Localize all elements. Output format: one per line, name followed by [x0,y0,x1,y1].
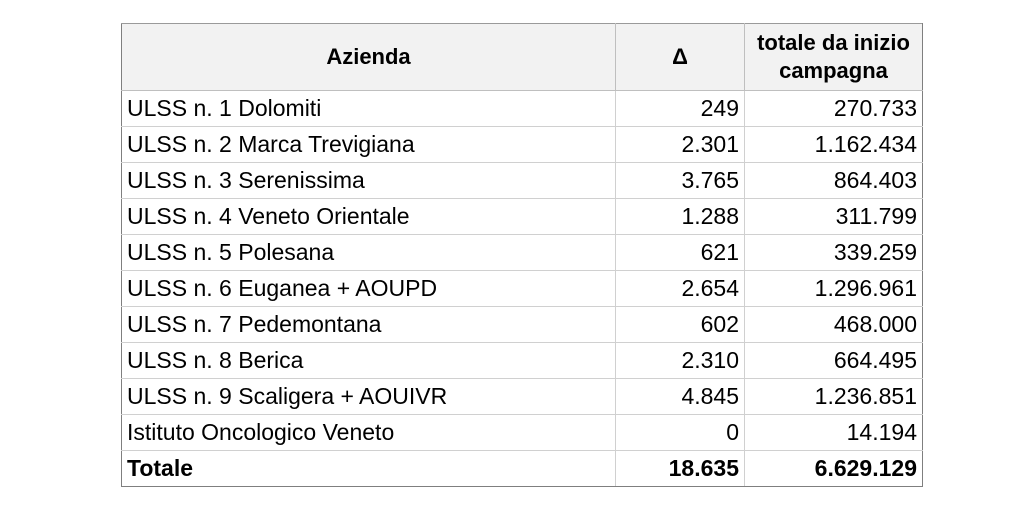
cell-delta: 621 [616,235,745,271]
cell-totale: 14.194 [745,415,923,451]
cell-totale: 339.259 [745,235,923,271]
cell-azienda: ULSS n. 8 Berica [122,343,616,379]
cell-delta: 2.310 [616,343,745,379]
header-row [122,24,923,91]
table-row [122,199,923,235]
total-totale: 6.629.129 [745,451,923,487]
cell-azienda: ULSS n. 9 Scaligera + AOUIVR [122,379,616,415]
cell-delta: 1.288 [616,199,745,235]
cell-delta: 4.845 [616,379,745,415]
cell-azienda: ULSS n. 6 Euganea + AOUPD [122,271,616,307]
header-totale: totale da inizio campagna [745,24,923,91]
table-row [122,127,923,163]
cell-azienda: ULSS n. 3 Serenissima [122,163,616,199]
cell-delta: 249 [616,91,745,127]
total-delta: 18.635 [616,451,745,487]
cell-totale: 1.236.851 [745,379,923,415]
cell-totale: 1.162.434 [745,127,923,163]
cell-totale: 864.403 [745,163,923,199]
cell-totale: 664.495 [745,343,923,379]
table-row [122,307,923,343]
table-row [122,91,923,127]
cell-azienda: ULSS n. 4 Veneto Orientale [122,199,616,235]
cell-delta: 2.654 [616,271,745,307]
cell-delta: 0 [616,415,745,451]
cell-totale: 1.296.961 [745,271,923,307]
header-azienda: Azienda [122,24,616,91]
table-row [122,379,923,415]
cell-delta: 3.765 [616,163,745,199]
cell-azienda: Istituto Oncologico Veneto [122,415,616,451]
header-delta: Δ [616,24,745,91]
cell-totale: 311.799 [745,199,923,235]
table-row [122,163,923,199]
total-label: Totale [122,451,616,487]
cell-azienda: ULSS n. 2 Marca Trevigiana [122,127,616,163]
cell-azienda: ULSS n. 1 Dolomiti [122,91,616,127]
table-row [122,343,923,379]
cell-delta: 2.301 [616,127,745,163]
vaccination-table [121,23,923,487]
table-row [122,271,923,307]
cell-azienda: ULSS n. 7 Pedemontana [122,307,616,343]
cell-azienda: ULSS n. 5 Polesana [122,235,616,271]
table-row [122,235,923,271]
cell-totale: 270.733 [745,91,923,127]
cell-totale: 468.000 [745,307,923,343]
cell-delta: 602 [616,307,745,343]
table-row [122,415,923,451]
total-row [122,451,923,487]
